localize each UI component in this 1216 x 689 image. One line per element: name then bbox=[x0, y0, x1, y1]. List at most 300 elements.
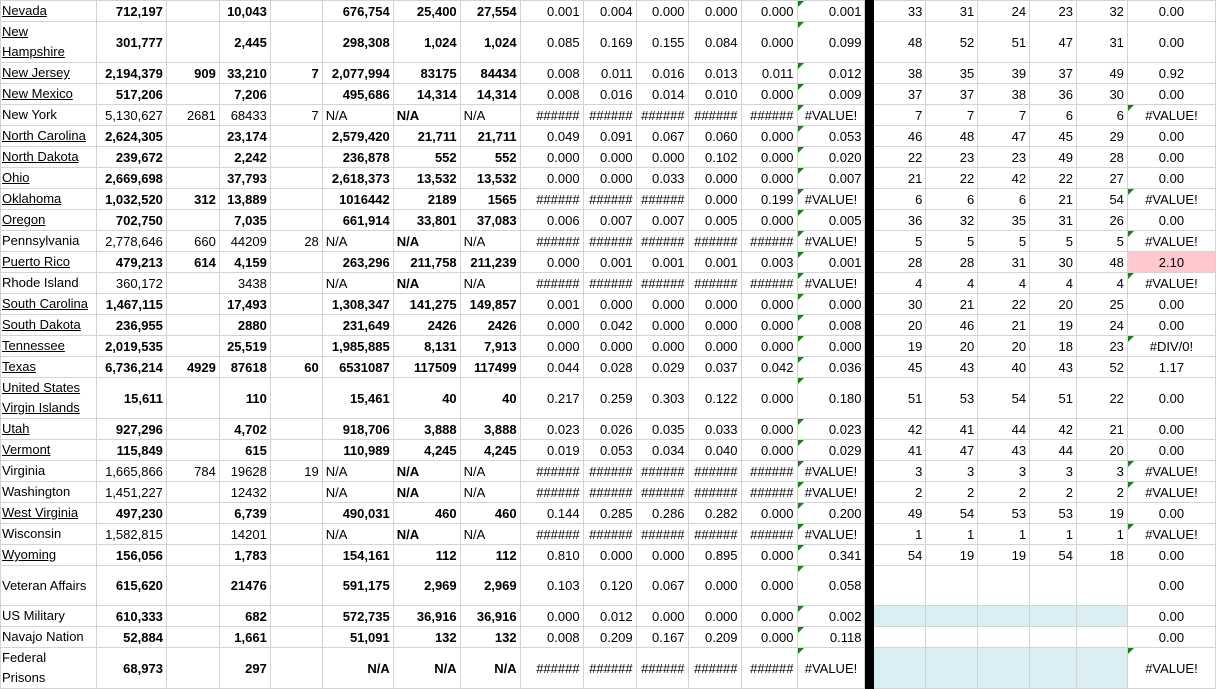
cell-ratio-r5[interactable]: 0.000 bbox=[741, 378, 797, 419]
cell-ratio-r1[interactable]: 0.000 bbox=[520, 315, 583, 336]
cell-e[interactable]: 154,161 bbox=[322, 545, 393, 566]
cell-rank-k5[interactable]: 3 bbox=[1077, 461, 1128, 482]
cell-rank-k1[interactable]: 19 bbox=[874, 336, 926, 357]
cell-name[interactable] bbox=[1, 231, 97, 252]
cell-ratio-r2[interactable]: 0.000 bbox=[583, 294, 636, 315]
cell-b[interactable] bbox=[166, 294, 219, 315]
cell-a[interactable]: 236,955 bbox=[96, 315, 166, 336]
cell-e[interactable]: 236,878 bbox=[322, 147, 393, 168]
cell-g[interactable]: 14,314 bbox=[460, 84, 520, 105]
cell-d[interactable] bbox=[270, 294, 322, 315]
cell-ratio-r4[interactable]: 0.040 bbox=[688, 440, 741, 461]
cell-rank-k2[interactable]: 4 bbox=[926, 273, 978, 294]
cell-f[interactable]: 552 bbox=[393, 147, 460, 168]
cell-g[interactable]: 117499 bbox=[460, 357, 520, 378]
cell-b[interactable] bbox=[166, 606, 219, 627]
cell-ratio-r1[interactable]: 0.019 bbox=[520, 440, 583, 461]
cell-ratio-r1[interactable]: 0.006 bbox=[520, 210, 583, 231]
cell-rank-k3[interactable]: 6 bbox=[978, 189, 1030, 210]
cell-ratio-r1[interactable]: 0.000 bbox=[520, 147, 583, 168]
cell-e[interactable]: 2,077,994 bbox=[322, 63, 393, 84]
cell-ratio-r5[interactable]: 0.003 bbox=[741, 252, 797, 273]
cell-e[interactable]: 51,091 bbox=[322, 627, 393, 648]
cell-ratio-r2[interactable]: ###### bbox=[583, 482, 636, 503]
cell-average[interactable]: #VALUE! bbox=[797, 524, 865, 545]
cell-ratio-r2[interactable]: ###### bbox=[583, 189, 636, 210]
cell-f[interactable]: 2189 bbox=[393, 189, 460, 210]
cell-ratio-r1[interactable]: ###### bbox=[520, 648, 583, 689]
cell-a[interactable]: 1,665,866 bbox=[96, 461, 166, 482]
cell-average[interactable]: 0.341 bbox=[797, 545, 865, 566]
cell-d[interactable] bbox=[270, 378, 322, 419]
hyperlink[interactable]: Puerto Rico bbox=[2, 254, 70, 269]
cell-average[interactable]: 0.002 bbox=[797, 606, 865, 627]
cell-c[interactable]: 10,043 bbox=[219, 1, 270, 22]
cell-e[interactable]: N/A bbox=[322, 524, 393, 545]
cell-score[interactable]: 0.00 bbox=[1127, 84, 1215, 105]
cell-c[interactable]: 19628 bbox=[219, 461, 270, 482]
cell-score[interactable]: #VALUE! bbox=[1127, 461, 1215, 482]
cell-ratio-r2[interactable]: 0.042 bbox=[583, 315, 636, 336]
cell-ratio-r3[interactable]: 0.016 bbox=[636, 63, 688, 84]
cell-d[interactable]: 7 bbox=[270, 63, 322, 84]
cell-rank-k5[interactable]: 22 bbox=[1077, 378, 1128, 419]
cell-e[interactable]: 661,914 bbox=[322, 210, 393, 231]
cell-g[interactable]: 21,711 bbox=[460, 126, 520, 147]
cell-rank-k1[interactable] bbox=[874, 627, 926, 648]
cell-rank-k3[interactable]: 44 bbox=[978, 419, 1030, 440]
cell-ratio-r2[interactable]: 0.209 bbox=[583, 627, 636, 648]
cell-f[interactable]: 14,314 bbox=[393, 84, 460, 105]
cell-f[interactable]: 3,888 bbox=[393, 419, 460, 440]
cell-rank-k3[interactable]: 1 bbox=[978, 524, 1030, 545]
cell-average[interactable]: 0.007 bbox=[797, 168, 865, 189]
cell-rank-k2[interactable]: 32 bbox=[926, 210, 978, 231]
cell-c[interactable]: 615 bbox=[219, 440, 270, 461]
cell-f[interactable]: 460 bbox=[393, 503, 460, 524]
cell-b[interactable] bbox=[166, 273, 219, 294]
cell-g[interactable]: 112 bbox=[460, 545, 520, 566]
cell-e[interactable]: 1,985,885 bbox=[322, 336, 393, 357]
cell-rank-k2[interactable]: 6 bbox=[926, 189, 978, 210]
cell-name[interactable] bbox=[1, 126, 97, 147]
cell-rank-k4[interactable]: 20 bbox=[1030, 294, 1077, 315]
cell-g[interactable]: N/A bbox=[460, 482, 520, 503]
cell-a[interactable]: 610,333 bbox=[96, 606, 166, 627]
cell-rank-k1[interactable]: 20 bbox=[874, 315, 926, 336]
cell-rank-k3[interactable]: 40 bbox=[978, 357, 1030, 378]
cell-average[interactable]: 0.020 bbox=[797, 147, 865, 168]
cell-e[interactable]: N/A bbox=[322, 231, 393, 252]
cell-ratio-r4[interactable]: 0.895 bbox=[688, 545, 741, 566]
cell-e[interactable]: 572,735 bbox=[322, 606, 393, 627]
cell-ratio-r1[interactable]: ###### bbox=[520, 189, 583, 210]
cell-ratio-r5[interactable]: 0.000 bbox=[741, 627, 797, 648]
cell-ratio-r3[interactable]: 0.000 bbox=[636, 606, 688, 627]
cell-a[interactable]: 2,669,698 bbox=[96, 168, 166, 189]
cell-e[interactable]: 676,754 bbox=[322, 1, 393, 22]
cell-rank-k5[interactable] bbox=[1077, 566, 1128, 606]
cell-c[interactable]: 3438 bbox=[219, 273, 270, 294]
cell-score[interactable]: 0.92 bbox=[1127, 63, 1215, 84]
cell-ratio-r5[interactable]: 0.000 bbox=[741, 210, 797, 231]
cell-ratio-r2[interactable]: 0.120 bbox=[583, 566, 636, 606]
cell-g[interactable]: 149,857 bbox=[460, 294, 520, 315]
cell-ratio-r1[interactable]: 0.000 bbox=[520, 336, 583, 357]
cell-rank-k1[interactable]: 54 bbox=[874, 545, 926, 566]
cell-ratio-r2[interactable]: 0.053 bbox=[583, 440, 636, 461]
cell-ratio-r1[interactable]: 0.000 bbox=[520, 252, 583, 273]
hyperlink[interactable]: New Mexico bbox=[2, 86, 73, 101]
cell-g[interactable]: 211,239 bbox=[460, 252, 520, 273]
cell-g[interactable]: 132 bbox=[460, 627, 520, 648]
cell-average[interactable]: #VALUE! bbox=[797, 231, 865, 252]
cell-a[interactable]: 239,672 bbox=[96, 147, 166, 168]
cell-g[interactable]: 7,913 bbox=[460, 336, 520, 357]
cell-rank-k1[interactable] bbox=[874, 566, 926, 606]
cell-rank-k1[interactable]: 30 bbox=[874, 294, 926, 315]
cell-rank-k5[interactable]: 20 bbox=[1077, 440, 1128, 461]
cell-e[interactable]: 1,308,347 bbox=[322, 294, 393, 315]
cell-ratio-r4[interactable]: ###### bbox=[688, 482, 741, 503]
cell-ratio-r5[interactable]: 0.000 bbox=[741, 419, 797, 440]
cell-rank-k3[interactable]: 21 bbox=[978, 315, 1030, 336]
cell-g[interactable]: 3,888 bbox=[460, 419, 520, 440]
cell-ratio-r2[interactable]: 0.028 bbox=[583, 357, 636, 378]
cell-score[interactable]: 1.17 bbox=[1127, 357, 1215, 378]
cell-ratio-r2[interactable]: ###### bbox=[583, 648, 636, 689]
cell-f[interactable]: N/A bbox=[393, 482, 460, 503]
cell-c[interactable]: 1,661 bbox=[219, 627, 270, 648]
cell-ratio-r4[interactable]: 0.000 bbox=[688, 606, 741, 627]
cell-d[interactable] bbox=[270, 189, 322, 210]
cell-ratio-r3[interactable]: 0.000 bbox=[636, 147, 688, 168]
cell-ratio-r5[interactable]: 0.000 bbox=[741, 606, 797, 627]
cell-ratio-r3[interactable]: 0.029 bbox=[636, 357, 688, 378]
cell-d[interactable] bbox=[270, 627, 322, 648]
cell-rank-k2[interactable]: 23 bbox=[926, 147, 978, 168]
cell-g[interactable]: 1565 bbox=[460, 189, 520, 210]
cell-b[interactable] bbox=[166, 378, 219, 419]
cell-e[interactable]: 110,989 bbox=[322, 440, 393, 461]
cell-rank-k2[interactable]: 1 bbox=[926, 524, 978, 545]
hyperlink[interactable]: Oregon bbox=[2, 212, 46, 227]
cell-score[interactable]: 0.00 bbox=[1127, 545, 1215, 566]
cell-f[interactable]: 33,801 bbox=[393, 210, 460, 231]
cell-c[interactable]: 13,889 bbox=[219, 189, 270, 210]
cell-ratio-r1[interactable]: 0.103 bbox=[520, 566, 583, 606]
cell-average[interactable]: 0.008 bbox=[797, 315, 865, 336]
cell-f[interactable]: 2,969 bbox=[393, 566, 460, 606]
cell-ratio-r4[interactable]: 0.000 bbox=[688, 168, 741, 189]
cell-g[interactable]: N/A bbox=[460, 524, 520, 545]
cell-name[interactable] bbox=[1, 419, 97, 440]
cell-score[interactable]: 0.00 bbox=[1127, 294, 1215, 315]
cell-f[interactable]: 117509 bbox=[393, 357, 460, 378]
cell-rank-k1[interactable]: 21 bbox=[874, 168, 926, 189]
cell-name[interactable] bbox=[1, 482, 97, 503]
cell-rank-k2[interactable] bbox=[926, 648, 978, 689]
cell-f[interactable]: N/A bbox=[393, 461, 460, 482]
cell-name[interactable] bbox=[1, 648, 97, 689]
cell-d[interactable] bbox=[270, 606, 322, 627]
cell-g[interactable]: 40 bbox=[460, 378, 520, 419]
cell-rank-k3[interactable]: 19 bbox=[978, 545, 1030, 566]
cell-rank-k3[interactable] bbox=[978, 606, 1030, 627]
cell-ratio-r5[interactable]: 0.000 bbox=[741, 1, 797, 22]
cell-rank-k1[interactable]: 49 bbox=[874, 503, 926, 524]
cell-e[interactable]: 918,706 bbox=[322, 419, 393, 440]
cell-f[interactable]: N/A bbox=[393, 524, 460, 545]
cell-rank-k1[interactable]: 1 bbox=[874, 524, 926, 545]
cell-g[interactable]: 37,083 bbox=[460, 210, 520, 231]
cell-rank-k4[interactable]: 45 bbox=[1030, 126, 1077, 147]
cell-e[interactable]: 495,686 bbox=[322, 84, 393, 105]
cell-ratio-r5[interactable]: 0.011 bbox=[741, 63, 797, 84]
cell-ratio-r2[interactable]: ###### bbox=[583, 231, 636, 252]
cell-ratio-r4[interactable]: 0.000 bbox=[688, 566, 741, 606]
cell-name[interactable] bbox=[1, 168, 97, 189]
cell-average[interactable]: 0.036 bbox=[797, 357, 865, 378]
cell-rank-k2[interactable]: 5 bbox=[926, 231, 978, 252]
cell-d[interactable] bbox=[270, 84, 322, 105]
cell-rank-k2[interactable] bbox=[926, 627, 978, 648]
cell-ratio-r2[interactable]: 0.091 bbox=[583, 126, 636, 147]
cell-d[interactable] bbox=[270, 315, 322, 336]
cell-a[interactable]: 2,194,379 bbox=[96, 63, 166, 84]
cell-rank-k1[interactable] bbox=[874, 648, 926, 689]
cell-rank-k4[interactable]: 18 bbox=[1030, 336, 1077, 357]
cell-c[interactable]: 7,035 bbox=[219, 210, 270, 231]
cell-e[interactable]: 263,296 bbox=[322, 252, 393, 273]
cell-rank-k2[interactable]: 28 bbox=[926, 252, 978, 273]
cell-ratio-r5[interactable]: 0.000 bbox=[741, 147, 797, 168]
cell-a[interactable]: 6,736,214 bbox=[96, 357, 166, 378]
cell-d[interactable]: 60 bbox=[270, 357, 322, 378]
cell-d[interactable] bbox=[270, 210, 322, 231]
cell-rank-k4[interactable]: 36 bbox=[1030, 84, 1077, 105]
cell-name[interactable] bbox=[1, 440, 97, 461]
cell-ratio-r5[interactable]: 0.000 bbox=[741, 545, 797, 566]
cell-name[interactable] bbox=[1, 252, 97, 273]
cell-c[interactable]: 297 bbox=[219, 648, 270, 689]
cell-rank-k1[interactable]: 6 bbox=[874, 189, 926, 210]
cell-d[interactable] bbox=[270, 503, 322, 524]
cell-average[interactable]: 0.180 bbox=[797, 378, 865, 419]
cell-b[interactable]: 4929 bbox=[166, 357, 219, 378]
cell-ratio-r2[interactable]: 0.012 bbox=[583, 606, 636, 627]
cell-b[interactable] bbox=[166, 419, 219, 440]
cell-f[interactable]: 211,758 bbox=[393, 252, 460, 273]
cell-b[interactable]: 909 bbox=[166, 63, 219, 84]
cell-ratio-r3[interactable]: 0.000 bbox=[636, 336, 688, 357]
cell-rank-k3[interactable]: 20 bbox=[978, 336, 1030, 357]
cell-c[interactable]: 110 bbox=[219, 378, 270, 419]
cell-ratio-r1[interactable]: 0.000 bbox=[520, 606, 583, 627]
cell-average[interactable]: 0.053 bbox=[797, 126, 865, 147]
cell-f[interactable]: N/A bbox=[393, 648, 460, 689]
hyperlink[interactable]: North Dakota bbox=[2, 149, 79, 164]
cell-rank-k3[interactable]: 35 bbox=[978, 210, 1030, 231]
cell-rank-k2[interactable] bbox=[926, 566, 978, 606]
cell-ratio-r3[interactable]: 0.303 bbox=[636, 378, 688, 419]
cell-rank-k4[interactable]: 5 bbox=[1030, 231, 1077, 252]
cell-ratio-r4[interactable]: 0.033 bbox=[688, 419, 741, 440]
cell-ratio-r3[interactable]: 0.167 bbox=[636, 627, 688, 648]
cell-ratio-r3[interactable]: 0.014 bbox=[636, 84, 688, 105]
cell-f[interactable]: 112 bbox=[393, 545, 460, 566]
cell-f[interactable]: 1,024 bbox=[393, 22, 460, 63]
cell-rank-k1[interactable]: 3 bbox=[874, 461, 926, 482]
cell-ratio-r2[interactable]: 0.004 bbox=[583, 1, 636, 22]
cell-score[interactable]: #VALUE! bbox=[1127, 482, 1215, 503]
cell-b[interactable] bbox=[166, 524, 219, 545]
cell-f[interactable]: 4,245 bbox=[393, 440, 460, 461]
cell-ratio-r5[interactable]: 0.000 bbox=[741, 503, 797, 524]
cell-rank-k4[interactable]: 2 bbox=[1030, 482, 1077, 503]
cell-rank-k5[interactable]: 32 bbox=[1077, 1, 1128, 22]
cell-average[interactable]: 0.023 bbox=[797, 419, 865, 440]
cell-ratio-r5[interactable]: ###### bbox=[741, 524, 797, 545]
cell-ratio-r5[interactable]: ###### bbox=[741, 231, 797, 252]
cell-e[interactable]: 231,649 bbox=[322, 315, 393, 336]
cell-ratio-r3[interactable]: ###### bbox=[636, 273, 688, 294]
cell-ratio-r1[interactable]: ###### bbox=[520, 273, 583, 294]
cell-a[interactable]: 615,620 bbox=[96, 566, 166, 606]
cell-average[interactable]: 0.001 bbox=[797, 252, 865, 273]
cell-e[interactable]: 2,579,420 bbox=[322, 126, 393, 147]
cell-rank-k3[interactable]: 7 bbox=[978, 105, 1030, 126]
cell-ratio-r1[interactable]: 0.217 bbox=[520, 378, 583, 419]
cell-d[interactable]: 28 bbox=[270, 231, 322, 252]
cell-average[interactable]: #VALUE! bbox=[797, 648, 865, 689]
cell-ratio-r5[interactable]: 0.000 bbox=[741, 566, 797, 606]
cell-c[interactable]: 68433 bbox=[219, 105, 270, 126]
cell-rank-k4[interactable]: 49 bbox=[1030, 147, 1077, 168]
cell-rank-k5[interactable]: 28 bbox=[1077, 147, 1128, 168]
cell-rank-k2[interactable]: 54 bbox=[926, 503, 978, 524]
cell-average[interactable]: 0.000 bbox=[797, 294, 865, 315]
cell-c[interactable]: 21476 bbox=[219, 566, 270, 606]
cell-ratio-r1[interactable]: 0.008 bbox=[520, 63, 583, 84]
cell-ratio-r2[interactable]: 0.000 bbox=[583, 147, 636, 168]
cell-a[interactable]: 5,130,627 bbox=[96, 105, 166, 126]
cell-rank-k3[interactable] bbox=[978, 566, 1030, 606]
cell-g[interactable]: 84434 bbox=[460, 63, 520, 84]
cell-rank-k2[interactable]: 52 bbox=[926, 22, 978, 63]
cell-rank-k2[interactable]: 47 bbox=[926, 440, 978, 461]
cell-c[interactable]: 2,445 bbox=[219, 22, 270, 63]
cell-score[interactable]: 2.10 bbox=[1127, 252, 1215, 273]
cell-ratio-r2[interactable]: 0.011 bbox=[583, 63, 636, 84]
cell-rank-k3[interactable] bbox=[978, 627, 1030, 648]
cell-ratio-r4[interactable]: 0.010 bbox=[688, 84, 741, 105]
cell-score[interactable]: #VALUE! bbox=[1127, 231, 1215, 252]
hyperlink[interactable]: Vermont bbox=[2, 442, 51, 457]
cell-f[interactable]: 132 bbox=[393, 627, 460, 648]
cell-score[interactable]: 0.00 bbox=[1127, 503, 1215, 524]
cell-a[interactable]: 1,032,520 bbox=[96, 189, 166, 210]
cell-a[interactable]: 2,778,646 bbox=[96, 231, 166, 252]
cell-name[interactable] bbox=[1, 189, 97, 210]
cell-e[interactable]: 298,308 bbox=[322, 22, 393, 63]
cell-rank-k3[interactable]: 3 bbox=[978, 461, 1030, 482]
cell-c[interactable]: 2,242 bbox=[219, 147, 270, 168]
cell-a[interactable]: 2,019,535 bbox=[96, 336, 166, 357]
cell-rank-k2[interactable]: 7 bbox=[926, 105, 978, 126]
cell-a[interactable]: 15,611 bbox=[96, 378, 166, 419]
cell-ratio-r1[interactable]: 0.001 bbox=[520, 1, 583, 22]
cell-ratio-r4[interactable]: 0.000 bbox=[688, 315, 741, 336]
cell-rank-k1[interactable]: 7 bbox=[874, 105, 926, 126]
cell-g[interactable]: 552 bbox=[460, 147, 520, 168]
cell-g[interactable]: 2,969 bbox=[460, 566, 520, 606]
cell-score[interactable]: 0.00 bbox=[1127, 147, 1215, 168]
cell-rank-k4[interactable]: 21 bbox=[1030, 189, 1077, 210]
cell-rank-k4[interactable]: 43 bbox=[1030, 357, 1077, 378]
cell-ratio-r3[interactable]: ###### bbox=[636, 461, 688, 482]
cell-d[interactable] bbox=[270, 566, 322, 606]
cell-rank-k5[interactable]: 49 bbox=[1077, 63, 1128, 84]
cell-ratio-r1[interactable]: 0.144 bbox=[520, 503, 583, 524]
cell-ratio-r4[interactable]: ###### bbox=[688, 648, 741, 689]
cell-rank-k4[interactable] bbox=[1030, 627, 1077, 648]
cell-d[interactable] bbox=[270, 1, 322, 22]
cell-a[interactable]: 360,172 bbox=[96, 273, 166, 294]
cell-ratio-r4[interactable]: 0.000 bbox=[688, 189, 741, 210]
cell-rank-k1[interactable]: 51 bbox=[874, 378, 926, 419]
cell-ratio-r3[interactable]: 0.001 bbox=[636, 252, 688, 273]
cell-g[interactable]: 27,554 bbox=[460, 1, 520, 22]
cell-rank-k3[interactable]: 24 bbox=[978, 1, 1030, 22]
hyperlink[interactable]: Texas bbox=[2, 359, 36, 374]
cell-score[interactable]: #VALUE! bbox=[1127, 648, 1215, 689]
cell-name[interactable] bbox=[1, 1, 97, 22]
cell-ratio-r1[interactable]: 0.008 bbox=[520, 627, 583, 648]
cell-b[interactable] bbox=[166, 84, 219, 105]
cell-rank-k5[interactable]: 18 bbox=[1077, 545, 1128, 566]
cell-ratio-r4[interactable]: ###### bbox=[688, 231, 741, 252]
cell-rank-k3[interactable]: 22 bbox=[978, 294, 1030, 315]
cell-name[interactable] bbox=[1, 357, 97, 378]
cell-ratio-r2[interactable]: 0.000 bbox=[583, 545, 636, 566]
cell-score[interactable]: 0.00 bbox=[1127, 566, 1215, 606]
cell-c[interactable]: 12432 bbox=[219, 482, 270, 503]
cell-g[interactable]: 36,916 bbox=[460, 606, 520, 627]
cell-ratio-r4[interactable]: ###### bbox=[688, 461, 741, 482]
cell-ratio-r5[interactable]: 0.000 bbox=[741, 294, 797, 315]
hyperlink[interactable]: Oklahoma bbox=[2, 191, 62, 206]
cell-average[interactable]: 0.029 bbox=[797, 440, 865, 461]
cell-rank-k1[interactable]: 37 bbox=[874, 84, 926, 105]
cell-ratio-r1[interactable]: ###### bbox=[520, 524, 583, 545]
cell-score[interactable]: #DIV/0! bbox=[1127, 336, 1215, 357]
cell-g[interactable]: N/A bbox=[460, 231, 520, 252]
cell-rank-k5[interactable]: 31 bbox=[1077, 22, 1128, 63]
cell-rank-k1[interactable]: 5 bbox=[874, 231, 926, 252]
cell-ratio-r1[interactable]: 0.008 bbox=[520, 84, 583, 105]
cell-ratio-r4[interactable]: 0.282 bbox=[688, 503, 741, 524]
cell-b[interactable]: 660 bbox=[166, 231, 219, 252]
cell-rank-k5[interactable]: 29 bbox=[1077, 126, 1128, 147]
cell-c[interactable]: 44209 bbox=[219, 231, 270, 252]
cell-rank-k2[interactable]: 43 bbox=[926, 357, 978, 378]
cell-rank-k3[interactable]: 47 bbox=[978, 126, 1030, 147]
cell-g[interactable]: 460 bbox=[460, 503, 520, 524]
cell-rank-k1[interactable]: 28 bbox=[874, 252, 926, 273]
cell-f[interactable]: 13,532 bbox=[393, 168, 460, 189]
cell-ratio-r5[interactable]: 0.000 bbox=[741, 22, 797, 63]
